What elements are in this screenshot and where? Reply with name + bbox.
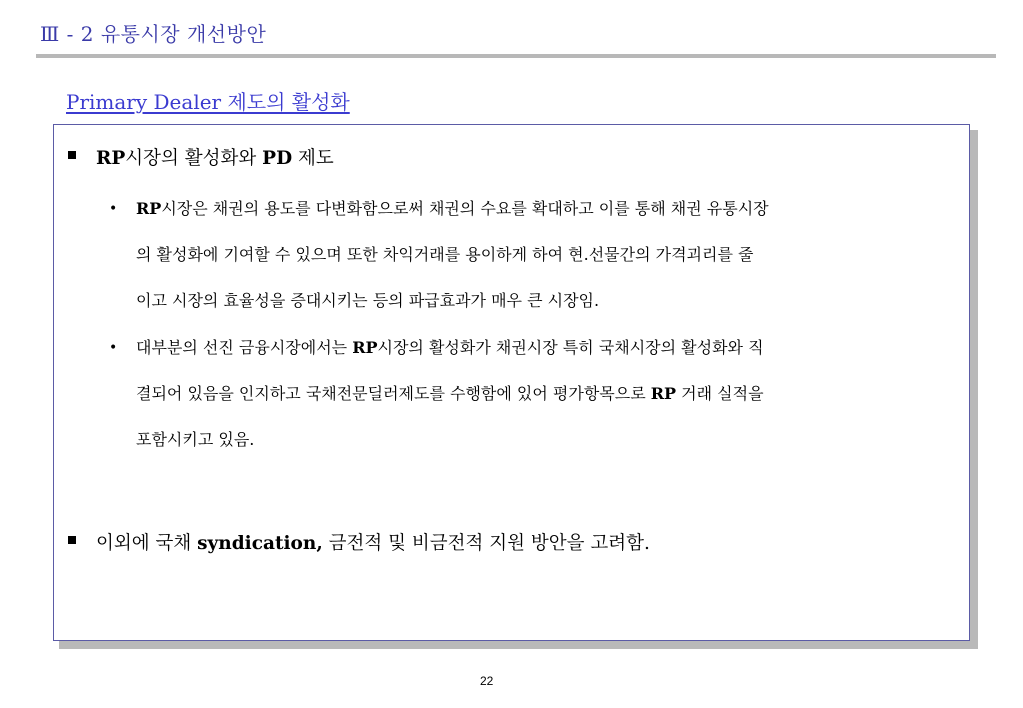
section2-text-pre: 이외에 국채 [96,533,198,554]
heading-text-2: 제도 [292,148,334,169]
slide-title: Ⅲ - 2 유통시장 개선방안 [40,22,267,46]
list-item [109,186,956,324]
list-item-line: 결되어 있음을 인지하고 국채전문딜러제도를 수행함에 있어 평가항목으로 RP 거래 실적을 [136,384,764,403]
section-heading-rp-pd [96,144,334,170]
title-divider [36,54,996,58]
square-bullet-icon [68,536,76,544]
slide-subtitle: Primary Dealer 제도의 활성화 [66,90,350,114]
square-bullet-icon [68,151,76,159]
heading-bold-pd: PD [262,148,293,169]
dot-bullet-icon: • [109,340,118,356]
list-item-line: 의 활성화에 기여할 수 있으며 또한 차익거래를 용이하게 하여 현.선물간의 가격괴리를 줄 [136,245,754,264]
list-item-line: 대부분의 선진 금융시장에서는 RP시장의 활성화가 채권시장 특히 국채시장의 활성화와 직 [136,338,764,357]
section2-bold: syndication, [197,533,323,554]
dot-bullet-icon: • [109,201,118,217]
list-item-line: 이고 시장의 효율성을 증대시키는 등의 파급효과가 매우 큰 시장임. [136,291,600,310]
heading-text: 시장의 활성화와 [125,148,263,169]
heading-bold-rp: RP [96,148,126,169]
list-item-line: RP시장은 채권의 용도를 다변화함으로써 채권의 수요를 확대하고 이를 통해 채권 유통시장 [136,199,769,218]
section-heading-syndication [96,529,650,555]
page-number: 22 [480,674,494,688]
section2-text-post: 금전적 및 비금전적 지원 방안을 고려함. [322,533,650,554]
list-item-line: 포함시키고 있음. [136,430,255,449]
list-item [109,325,956,463]
